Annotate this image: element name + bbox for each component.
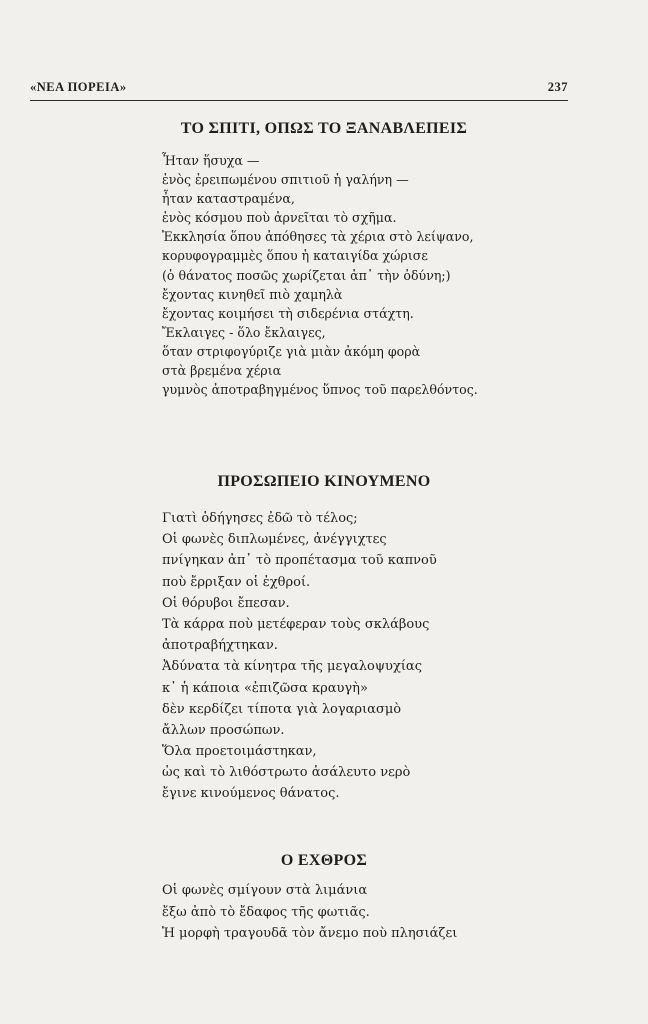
poem-line: ἔχοντας κινηθεῖ πιὸ χαμηλὰ [162,286,343,302]
poem-line: Ἀδύνατα τὰ κίνητρα τῆς μεγαλοψυχίας [162,659,422,675]
running-header [30,78,568,101]
poem-line: Τὰ κάρρα ποὺ μετέφεραν τοὺς σκλάβους [162,616,430,632]
poem-line: πνίγηκαν ἀπ᾽ τὸ προπέτασμα τοῦ καπνοῦ [162,553,437,569]
poem-line: ἀποτραβήχτηκαν. [162,638,278,654]
poem-body-2 [162,508,437,805]
poem-line: ἔχοντας κοιμήσει τὴ σιδερένια στάχτη. [162,305,414,321]
poem-title-3: Ο ΕΧΘΡΟΣ [280,852,368,869]
poem-line: Ἐκκλησία ὅπου ἀπόθησες τὰ χέρια στὸ λείψανο, [162,229,474,245]
poem-line: ἔγινε κινούμενος θάνατος. [162,786,340,802]
poem-line: ἦταν καταστραμένα, [162,191,295,207]
poem-line: Οἱ θόρυβοι ἔπεσαν. [162,595,290,611]
poem-line: Ἔκλαιγες - ὅλο ἔκλαιγες, [162,324,326,340]
poem-title-2: ΠΡΟΣΩΠΕΙΟ ΚΙΝΟΥΜΕΝΟ [217,473,431,490]
poem-line: δὲν κερδίζει τίποτα γιὰ λογαριασμὸ [162,701,402,717]
poem-line: Ὅλα προετοιμάστηκαν, [162,744,317,760]
poem-line: ὅταν στριφογύριζε γιὰ μιὰν ἀκόμη φορὰ [162,343,421,359]
poem-line: ἑνὸς ἐρειπωμένου σπιτιοῦ ἡ γαλήνη — [162,172,409,188]
poem-line: στὰ βρεμένα χέρια [162,363,282,379]
poem-line: γυμνὸς ἀποτραβηγμένος ὕπνος τοῦ παρελθόντος. [162,382,478,398]
journal-title: «ΝΕΑ ΠΟΡΕΙΑ» [30,80,127,94]
poem-line: ἔξω ἀπὸ τὸ ἔδαφος τῆς φωτιᾶς. [162,904,370,920]
poem-line: ἄλλων προσώπων. [162,722,285,738]
poem-body-1 [162,151,478,399]
poem-line: Ἦταν ἥσυχα — [162,153,260,168]
poem-title-1: ΤΟ ΣΠΙΤΙ, ΟΠΩΣ ΤΟ ΞΑΝΑΒΛΕΠΕΙΣ [180,120,468,137]
poem-line: ποὺ ἔρριξαν οἱ ἐχθροί. [162,574,311,590]
poem-line: Γιατὶ ὁδήγησες ἐδῶ τὸ τέλος; [162,511,358,526]
poem-line: ἑνὸς κόσμου ποὺ ἀρνεῖται τὸ σχῆμα. [162,210,397,226]
poem-line: κ᾽ ἡ κάποια «ἐπιζῶσα κραυγὴ» [162,680,368,696]
poem-line: ὡς καὶ τὸ λιθόστρωτο ἀσάλευτο νερὸ [162,765,411,781]
poem-line: Οἱ φωνὲς σμίγουν στὰ λιμάνια [162,883,368,898]
page-number: 237 [547,80,568,94]
poem-line: Οἱ φωνὲς διπλωμένες, ἀνέγγιχτες [162,532,387,548]
poem-line: (ὁ θάνατος ποσῶς χωρίζεται ἀπ᾽ τὴν ὀδύνη;) [162,267,451,283]
poem-body-3 [162,880,457,945]
poem-line: Ἡ μορφὴ τραγουδᾶ τὸν ἄνεμο ποὺ πλησιάζει [162,926,458,941]
poem-line: κορυφογραμμὲς ὅπου ἡ καταιγίδα χώρισε [162,248,428,264]
